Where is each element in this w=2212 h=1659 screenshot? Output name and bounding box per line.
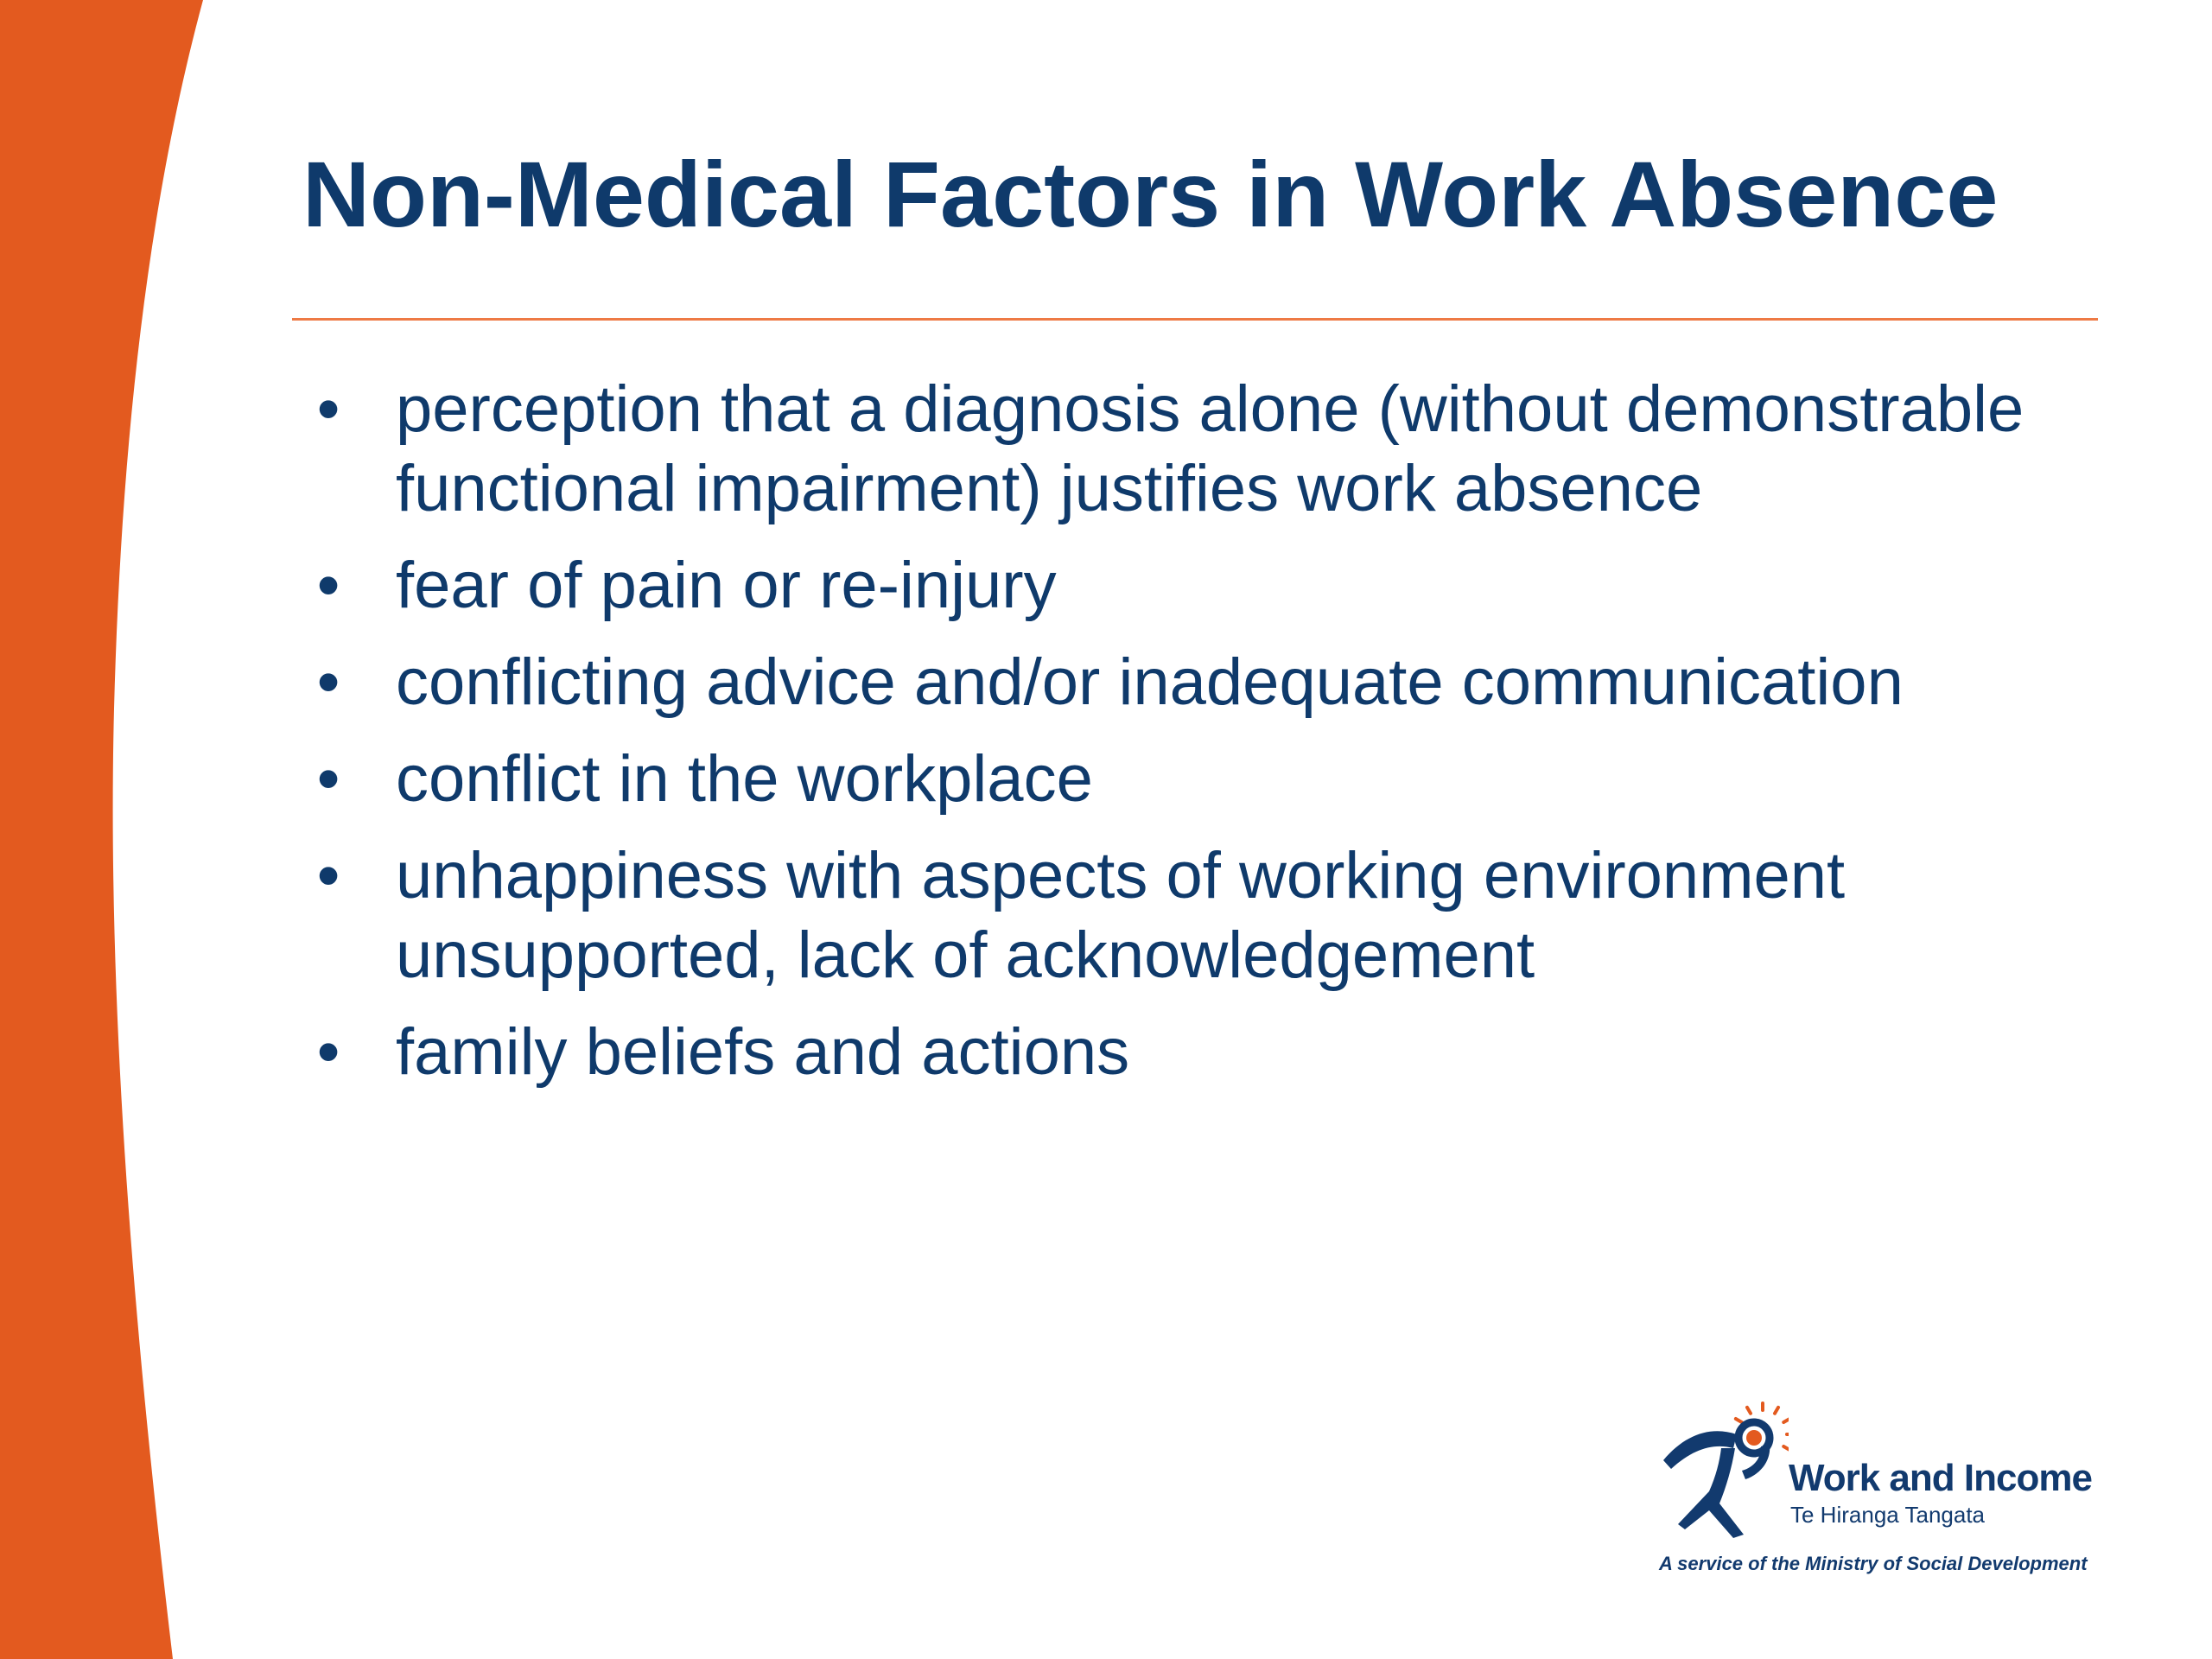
logo-maori-name: Te Hiranga Tangata xyxy=(1790,1502,1986,1528)
bullet-item xyxy=(302,740,2082,819)
logo-name: Work and Income xyxy=(1789,1457,2092,1499)
bullet-marker: • xyxy=(316,742,340,816)
bullet-marker: • xyxy=(316,839,340,912)
bullet-item xyxy=(302,1013,2082,1092)
bullet-item xyxy=(302,546,2082,626)
bullet-marker: • xyxy=(316,1015,340,1089)
bullet-text: conflicting advice and/or inadequate communication xyxy=(396,645,1904,719)
bullet-marker: • xyxy=(316,549,340,622)
bullet-text: unhappiness with aspects of working environment unsupported, lack of acknowledgement xyxy=(396,839,1846,992)
title-divider xyxy=(292,318,2098,321)
bullet-text: family beliefs and actions xyxy=(396,1015,1130,1089)
orange-side-band xyxy=(0,0,225,1659)
person-figure-icon xyxy=(1659,1400,1789,1538)
logo-tagline: A service of the Ministry of Social Development xyxy=(1659,1553,2088,1574)
bullet-marker: • xyxy=(316,372,340,446)
slide-title: Non-Medical Factors in Work Absence xyxy=(302,142,1999,246)
work-and-income-logo xyxy=(1659,1400,2117,1590)
bullet-text: fear of pain or re-injury xyxy=(396,549,1057,622)
bullet-marker: • xyxy=(316,645,340,719)
bullet-list xyxy=(302,370,2082,1109)
bullet-text: perception that a diagnosis alone (without demonstrable functional impairment) justifies work absence xyxy=(396,372,2024,525)
bullet-item xyxy=(302,370,2082,529)
bullet-text: conflict in the workplace xyxy=(396,742,1093,816)
bullet-item xyxy=(302,643,2082,722)
bullet-item xyxy=(302,836,2082,995)
